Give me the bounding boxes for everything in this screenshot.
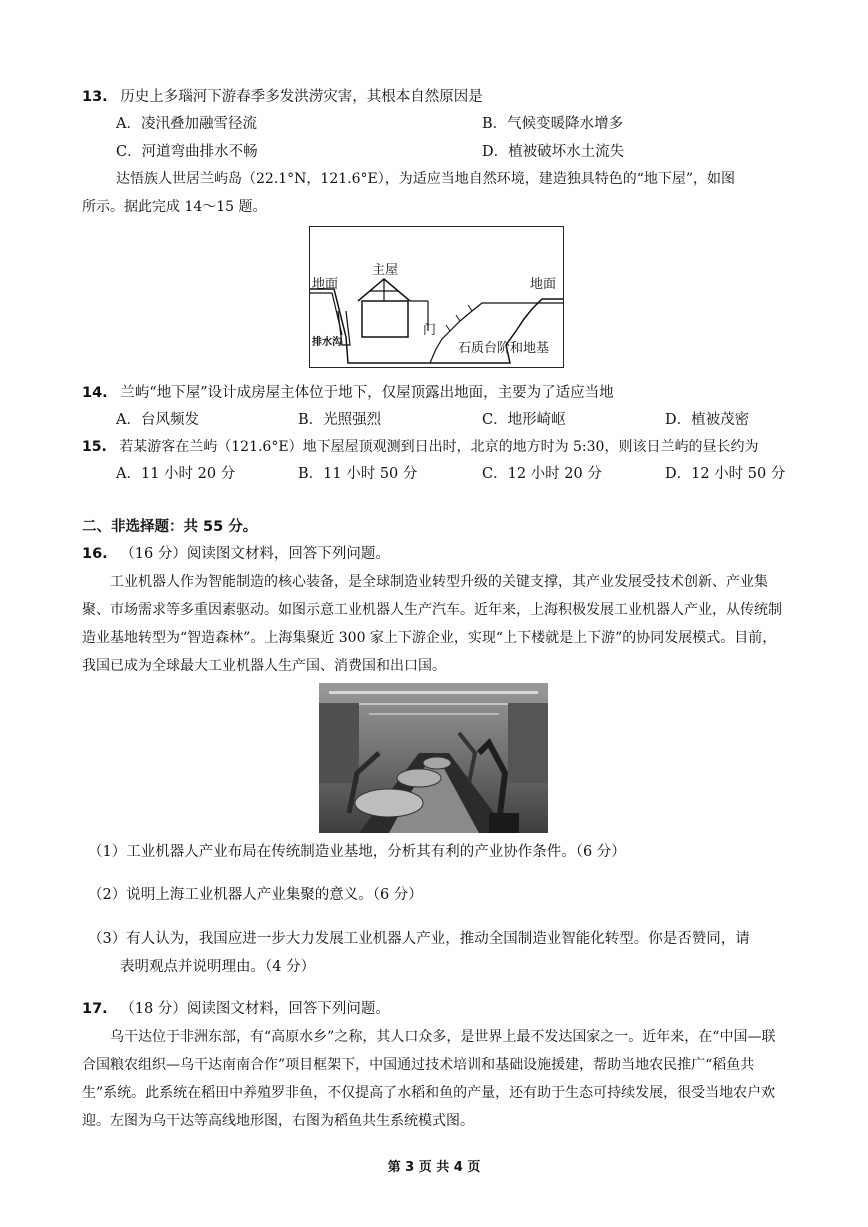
label-ground-left: 地面 xyxy=(312,277,339,292)
q17-number: 17. xyxy=(82,1001,108,1017)
q14-number: 14. xyxy=(82,385,108,401)
q17-header-line xyxy=(82,999,390,1019)
q14-option-a: A．台风频发 xyxy=(116,412,199,428)
intro-14-15-line2: 所示。据此完成 14～15 题。 xyxy=(82,199,267,215)
q14-stem: 兰屿“地下屋”设计成房屋主体位于地下，仅屋顶露出地面，主要为了适应当地 xyxy=(120,385,614,401)
q13-option-b: B．气候变暖降水增多 xyxy=(482,116,624,132)
q15-option-a: A．11 小时 20 分 xyxy=(116,466,236,482)
q15-number: 15. xyxy=(82,439,107,455)
page-footer: 第 3 页 共 4 页 xyxy=(387,1160,481,1175)
robot-car-factory-photo xyxy=(319,683,548,833)
underground-house-diagram xyxy=(309,226,564,368)
q15-option-d: D．12 小时 50 分 xyxy=(665,466,786,482)
q14-option-c: C．地形崎岖 xyxy=(482,412,566,428)
label-ground-right: 地面 xyxy=(530,277,557,292)
factory-illustration-svg xyxy=(319,683,548,833)
q14-option-d: D．植被茂密 xyxy=(665,412,750,428)
label-main-house: 主屋 xyxy=(372,263,399,278)
q15-option-c: C．12 小时 20 分 xyxy=(482,466,602,482)
q16-sub1: （1）工业机器人产业布局在传统制造业基地，分析其有利的产业协作条件。（6 分） xyxy=(88,844,626,860)
q16-paragraph: 工业机器人作为智能制造的核心装备，是全球制造业转型升级的关键支撑，其产业发展受技术创新、产业集聚、市场需求等多重因素驱动。如图示意工业机器人生产汽车。近年来，上海积极发展工业机器人产业，从传统制造业基地转型为“智造森林”。上海集聚近 300 家上下游企业，实现“上下楼就是上下游”的协同发展模式。目前，我国已成为全球最大工业机器人生产国、消费国和出口国。 xyxy=(82,574,782,674)
q13-number: 13. xyxy=(82,89,108,105)
label-drain: 排水沟 xyxy=(312,337,342,348)
q14-stem-line xyxy=(82,383,614,403)
q16-header-line xyxy=(82,544,390,564)
q16-number: 16. xyxy=(82,546,108,562)
q15-stem: 若某游客在兰屿（121.6°E）地下屋屋顶观测到日出时，北京的地方时为 5:30，则该日兰屿的昼长约为 xyxy=(119,439,759,455)
q13-option-c: C．河道弯曲排水不畅 xyxy=(116,144,258,160)
q16-sub3-line2: 表明观点并说明理由。（4 分） xyxy=(120,959,316,975)
q13-stem: 历史上多瑙河下游春季多发洪涝灾害，其根本自然原因是 xyxy=(120,89,483,105)
label-steps: 石质台阶和地基 xyxy=(458,341,550,356)
q15-option-b: B．11 小时 50 分 xyxy=(298,466,418,482)
label-door: 门 xyxy=(423,323,437,338)
q17-header: （18 分）阅读图文材料，回答下列问题。 xyxy=(120,1001,390,1017)
q13-option-d: D．植被破坏水土流失 xyxy=(482,144,625,160)
q13-stem-line xyxy=(82,87,483,107)
q14-option-b: B．光照强烈 xyxy=(298,412,382,428)
q16-sub2: （2）说明上海工业机器人产业集聚的意义。（6 分） xyxy=(88,887,423,903)
q13-option-a: A．凌汛叠加融雪径流 xyxy=(116,116,257,132)
q16-sub3-line1: （3）有人认为，我国应进一步大力发展工业机器人产业，推动全国制造业智能化转型。你是否赞同，请 xyxy=(88,931,750,947)
q15-stem-line xyxy=(82,437,758,457)
q17-paragraph: 乌干达位于非洲东部，有“高原水乡”之称，其人口众多，是世界上最不发达国家之一。近年来，在“中国—联合国粮农组织—乌干达南南合作”项目框架下，中国通过技术培训和基础设施援建，帮助当地农民推广“稻鱼共生”系统。此系统在稻田中养殖罗非鱼，不仅提高了水稻和鱼的产量，还有助于生态可持续发展，很受当地农户欢迎。左图为乌干达等高线地形图，右图为稻鱼共生系统模式图。 xyxy=(82,1029,776,1129)
section2-heading: 二、非选择题：共 55 分。 xyxy=(82,519,258,535)
q16-header: （16 分）阅读图文材料，回答下列问题。 xyxy=(120,546,390,562)
intro-14-15-line1: 达悟族人世居兰屿岛（22.1°N，121.6°E），为适应当地自然环境，建造独具特色的“地下屋”，如图 xyxy=(116,171,736,187)
